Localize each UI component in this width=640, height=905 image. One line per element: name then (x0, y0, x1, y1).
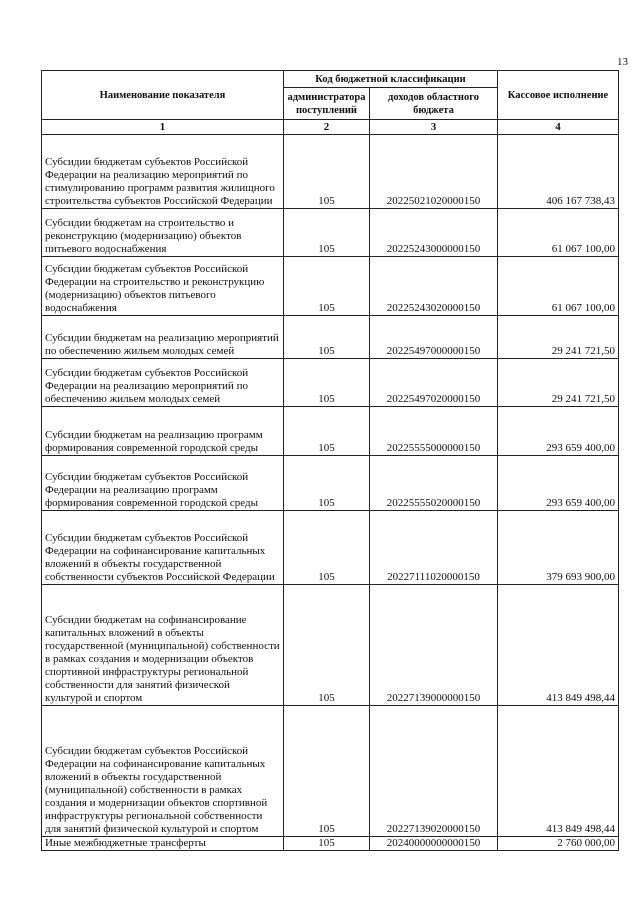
budget-table (41, 70, 619, 851)
table-row (42, 407, 619, 456)
row-name: Субсидии бюджетам субъектов Российской Федерации на софинансирование капитальных вложений в объекты государственной (муниципальной) собственности в рамках создания и модернизации объектов спортивной инфраструктуры региональной собственности для занятий физической культурой и спортом (42, 706, 284, 837)
table-row (42, 135, 619, 209)
row-income-code: 20225243020000150 (370, 257, 498, 316)
header-admin: администратора поступлений (284, 88, 370, 120)
row-admin-code: 105 (284, 316, 370, 359)
row-amount: 406 167 738,43 (498, 135, 619, 209)
row-income-code: 20225497020000150 (370, 359, 498, 407)
row-income-code: 20225243000000150 (370, 209, 498, 257)
row-income-code: 20240000000000150 (370, 837, 498, 851)
table-row (42, 837, 619, 851)
row-name: Субсидии бюджетам на строительство и реконструкцию (модернизацию) объектов питьевого водоснабжения (42, 209, 284, 257)
table-row (42, 706, 619, 837)
row-admin-code: 105 (284, 456, 370, 511)
row-income-code: 20225021020000150 (370, 135, 498, 209)
row-name: Субсидии бюджетам субъектов Российской Федерации на строительство и реконструкцию (модернизацию) объектов питьевого водоснабжения (42, 257, 284, 316)
row-admin-code: 105 (284, 257, 370, 316)
row-income-code: 20225555000000150 (370, 407, 498, 456)
header-name: Наименование показателя (42, 71, 284, 120)
row-amount: 413 849 498,44 (498, 585, 619, 706)
row-amount: 29 241 721,50 (498, 359, 619, 407)
row-admin-code: 105 (284, 209, 370, 257)
column-number-4: 4 (498, 120, 619, 135)
table-row (42, 511, 619, 585)
row-income-code: 20227111020000150 (370, 511, 498, 585)
row-name: Субсидии бюджетам субъектов Российской Федерации на софинансирование капитальных вложений в объекты государственной собственности субъектов Российской Федерации (42, 511, 284, 585)
row-income-code: 20225497000000150 (370, 316, 498, 359)
row-name: Субсидии бюджетам субъектов Российской Федерации на реализацию программ формирования современной городской среды (42, 456, 284, 511)
row-amount: 61 067 100,00 (498, 257, 619, 316)
row-admin-code: 105 (284, 359, 370, 407)
header-amount: Кассовое исполнение (498, 71, 619, 120)
header-code-group: Код бюджетной классификации (284, 71, 498, 88)
row-amount: 379 693 900,00 (498, 511, 619, 585)
row-admin-code: 105 (284, 511, 370, 585)
row-income-code: 20227139000000150 (370, 585, 498, 706)
table-row (42, 257, 619, 316)
row-amount: 61 067 100,00 (498, 209, 619, 257)
row-admin-code: 105 (284, 837, 370, 851)
column-number-2: 2 (284, 120, 370, 135)
row-amount: 293 659 400,00 (498, 456, 619, 511)
row-amount: 413 849 498,44 (498, 706, 619, 837)
row-admin-code: 105 (284, 135, 370, 209)
page-number: 13 (617, 56, 628, 68)
table-row (42, 359, 619, 407)
row-name: Субсидии бюджетам субъектов Российской Федерации на реализацию мероприятий по обеспечению жильем молодых семей (42, 359, 284, 407)
row-name: Субсидии бюджетам на софинансирование капитальных вложений в объекты государственной (муниципальной) собственности в рамках создания и модернизации объектов спортивной инфраструктуры региональной собственности для занятий физической культурой и спортом (42, 585, 284, 706)
header-income: доходов областного бюджета (370, 88, 498, 120)
row-name: Субсидии бюджетам на реализацию программ формирования современной городской среды (42, 407, 284, 456)
row-amount: 2 760 000,00 (498, 837, 619, 851)
row-income-code: 20227139020000150 (370, 706, 498, 837)
row-name: Субсидии бюджетам на реализацию мероприятий по обеспечению жильем молодых семей (42, 316, 284, 359)
table-row (42, 456, 619, 511)
row-admin-code: 105 (284, 585, 370, 706)
row-admin-code: 105 (284, 706, 370, 837)
column-number-3: 3 (370, 120, 498, 135)
row-amount: 293 659 400,00 (498, 407, 619, 456)
row-amount: 29 241 721,50 (498, 316, 619, 359)
table-row (42, 316, 619, 359)
row-name: Иные межбюджетные трансферты (42, 837, 284, 851)
row-admin-code: 105 (284, 407, 370, 456)
column-number-1: 1 (42, 120, 284, 135)
table-row (42, 209, 619, 257)
table-row (42, 585, 619, 706)
row-name: Субсидии бюджетам субъектов Российской Федерации на реализацию мероприятий по стимулированию программ развития жилищного строительства субъектов Российской Федерации (42, 135, 284, 209)
row-income-code: 20225555020000150 (370, 456, 498, 511)
